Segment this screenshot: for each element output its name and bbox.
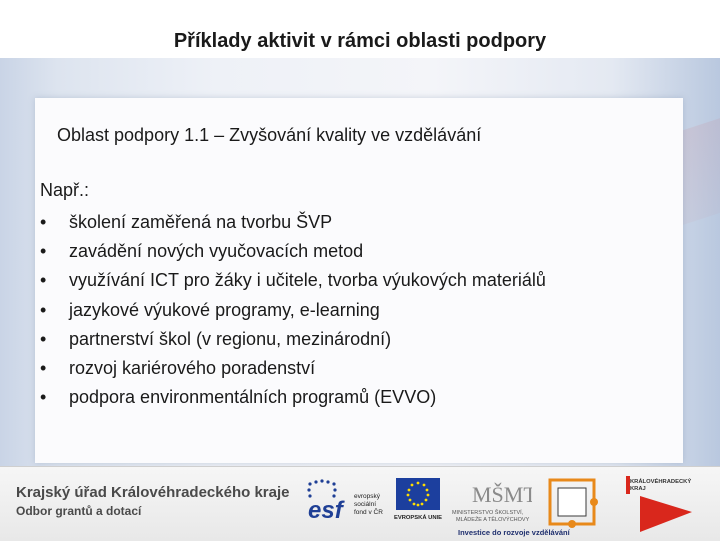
- bullet-icon: •: [40, 387, 47, 408]
- svg-text:KRÁLOVÉHRADECKÝ: KRÁLOVÉHRADECKÝ: [630, 479, 692, 485]
- eu-logo: [394, 478, 444, 522]
- svg-text:KRAJ: KRAJ: [630, 486, 646, 492]
- list-item: • zavádění nových vyučovacích metod: [40, 237, 546, 266]
- msmt-logo-icon: [452, 474, 532, 524]
- list-item: • partnerství škol (v regionu, mezinárodní): [40, 325, 546, 354]
- list-item: • podpora environmentálních programů (EVVO): [40, 383, 546, 412]
- svg-text:MLÁDEŽE A TĚLOVÝCHOVY: MLÁDEŽE A TĚLOVÝCHOVY: [456, 517, 530, 523]
- intro-text: Např.:: [40, 180, 90, 200]
- svg-text:fond v ČR: fond v ČR: [354, 509, 383, 516]
- svg-text:MINISTERSTVO ŠKOLSTVÍ,: MINISTERSTVO ŠKOLSTVÍ,: [452, 510, 524, 516]
- esf-mark: esf: [308, 497, 343, 522]
- svg-text:sociální: sociální: [354, 501, 377, 508]
- eu-flag-icon: [394, 478, 444, 522]
- puzzle-frame-icon: [544, 476, 600, 528]
- kraj-logo: [608, 474, 708, 534]
- slide-subtitle: Oblast podpory 1.1 – Zvyšování kvality ve vzdělávání: [57, 125, 482, 145]
- puzzle-frame-logo: [544, 476, 600, 528]
- list-item: • rozvoj kariérového poradenství: [40, 354, 546, 383]
- bullet-icon: •: [40, 212, 47, 232]
- invest-slogan: Investice do rozvoje vzdělávání: [458, 528, 570, 537]
- footer-department: Odbor grantů a dotací: [16, 504, 142, 518]
- list-item: • školení zaměřená na tvorbu ŠVP: [40, 208, 546, 237]
- bullet-icon: •: [40, 270, 47, 291]
- list-item: • jazykové výukové programy, e-learning: [40, 296, 546, 325]
- footer-org-name: Krajský úřad Královéhradeckého kraje: [16, 484, 290, 501]
- svg-text:evropský: evropský: [354, 493, 381, 500]
- esf-logo: [306, 478, 390, 522]
- svg-text:EVROPSKÁ UNIE: EVROPSKÁ UNIE: [394, 515, 442, 521]
- bullet-icon: •: [40, 328, 47, 349]
- bullet-icon: •: [40, 299, 47, 320]
- esf-logo-icon: [306, 478, 390, 522]
- bullet-icon: •: [40, 357, 47, 378]
- kraj-logo-icon: [608, 474, 708, 534]
- activity-list: [40, 208, 546, 412]
- slide-title: Příklady aktivit v rámci oblasti podpory: [173, 30, 547, 52]
- bullet-icon: •: [40, 241, 47, 262]
- msmt-logo: [452, 474, 532, 524]
- msmt-mark: MŠMT: [472, 482, 532, 507]
- list-item: • využívání ICT pro žáky i učitele, tvorba výukových materiálů: [40, 266, 546, 295]
